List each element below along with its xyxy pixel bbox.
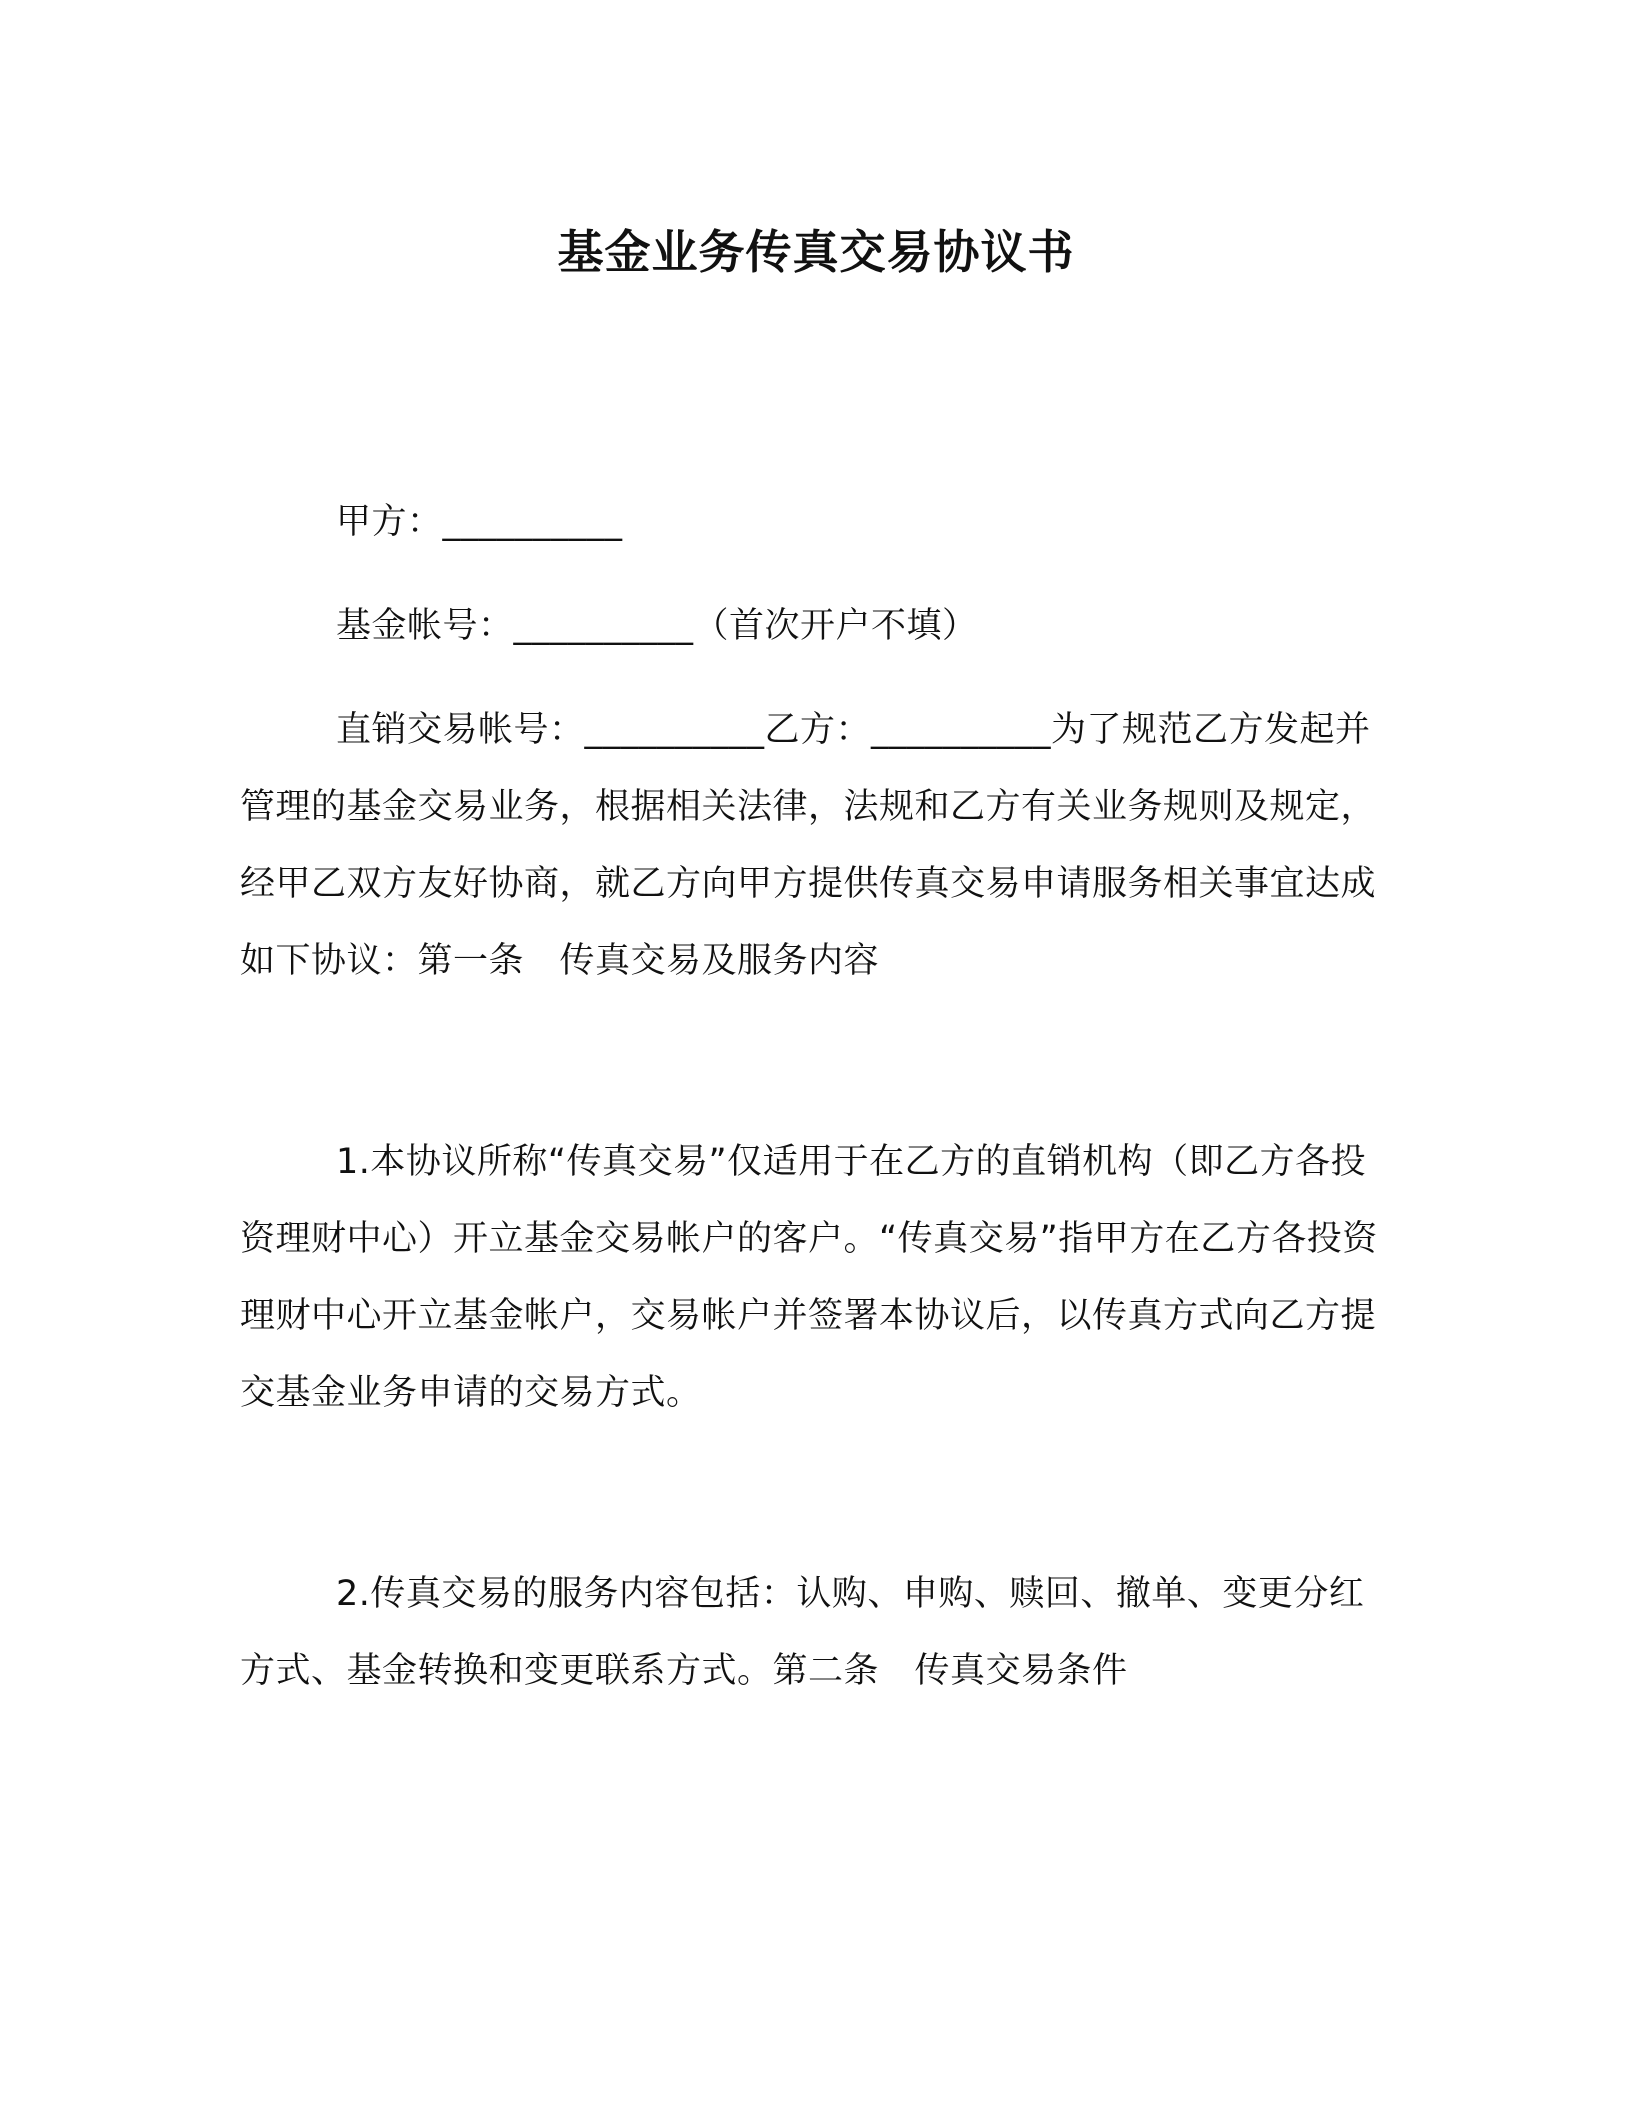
- direct-account-paragraph: 直销交易帐号：__________乙方：__________为了规范乙方发起并管理的基金交易业务，根据相关法律，法规和乙方有关业务规则及规定，经甲乙双方友好协商，就乙方向甲方提供传真交易申请服务相关事宜达成如下协议：第一条 传真交易及服务内容: [240, 710, 1377, 981]
- fund-account-line: 基金帐号：__________（首次开户不填）: [336, 606, 978, 646]
- document-title: 基金业务传真交易协议书: [557, 225, 1075, 279]
- party-a-line: 甲方：__________: [336, 502, 623, 542]
- clause-item-2: 2.传真交易的服务内容包括：认购、申购、赎回、撤单、变更分红方式、基金转换和变更联系方式。第二条 传真交易条件: [240, 1574, 1365, 1691]
- clause-item-1: 1.本协议所称“传真交易”仅适用于在乙方的直销机构（即乙方各投资理财中心）开立基金交易帐户的客户。“传真交易”指甲方在乙方各投资理财中心开立基金帐户，交易帐户并签署本协议后，以传真方式向乙方提交基金业务申请的交易方式。: [240, 1142, 1378, 1413]
